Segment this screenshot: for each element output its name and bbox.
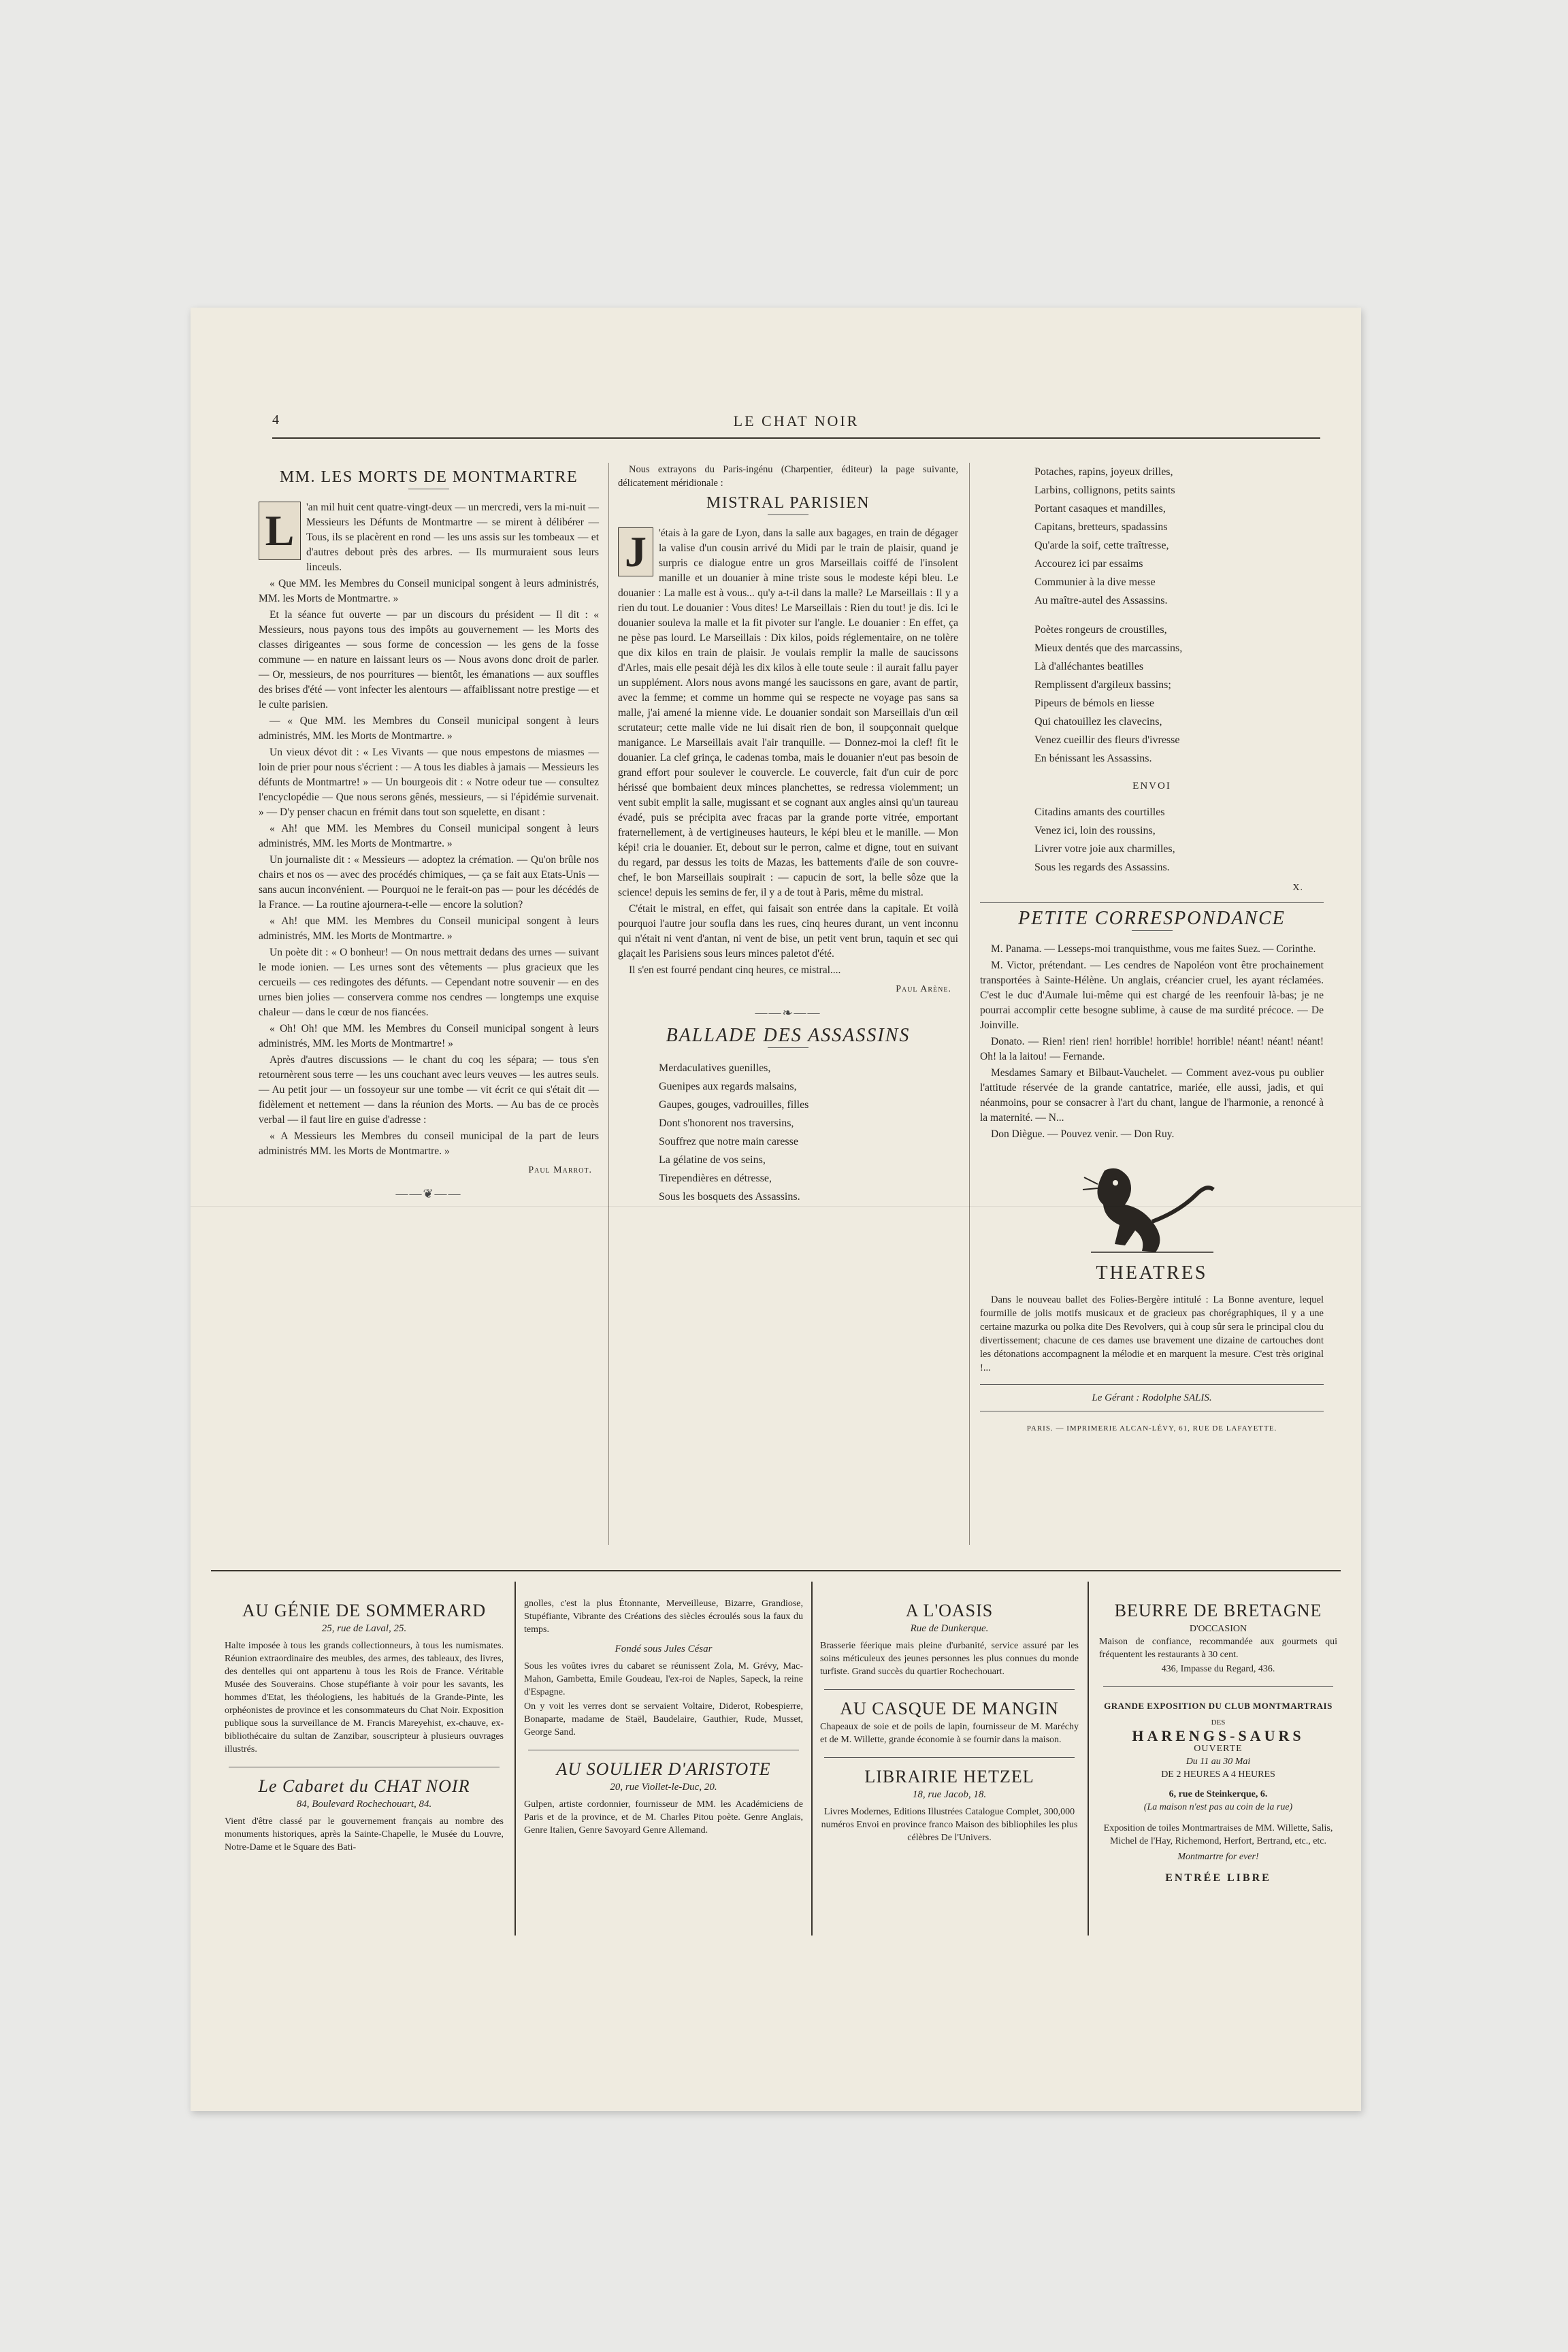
verse-line: Gaupes, gouges, vadrouilles, filles [659,1099,809,1111]
article-paragraph: « Oh! Oh! que MM. les Membres du Conseil municipal songent à leurs administrés, MM. les Morts de Montmartre! » [259,1023,599,1049]
verse-line: Merdaculatives guenilles, [659,1062,771,1074]
verse-line: Capitans, bretteurs, spadassins [1034,521,1168,533]
expo-dates: Du 11 au 30 Mai [1186,1757,1251,1767]
verse-line: Pipeurs de bémols en liesse [1034,698,1154,709]
ad-text: On y voit les verres dont se servaient Voltaire, Diderot, Robespierre, Bonaparte, madame de Staël, Baudelaire, Gauthier, Rude, Musset, George Sand. [524,1701,803,1737]
author-signature: Paul Arène. [896,984,951,994]
article-paragraph: « Que MM. les Membres du Conseil municipal songent à leurs administrés, MM. les Morts de Montmartre. » [259,578,599,604]
verse-stanza [1034,621,1324,768]
ad-title: LIBRAIRIE HETZEL [864,1767,1034,1786]
ad-address: 20, rue Viollet-le-Duc, 20. [610,1782,717,1793]
verse-line: Venez ici, loin des roussins, [1034,825,1156,836]
ad-text: Brasserie féerique mais pleine d'urbanité, service assuré par les soins méticuleux des jeunes personnes les plus connues du monde turfiste. Grand succès du quartier Rochechouart. [820,1641,1079,1677]
ad-subtitle: D'OCCASION [1189,1624,1247,1634]
verse-line: Citadins amants des courtilles [1034,806,1165,818]
ad-text: Chapeaux de soie et de poils de lapin, fournisseur de M. Maréchy et de M. Willette, grande économie à se fournir dans la maison. [820,1722,1079,1745]
ad-column-divider [811,1582,813,1936]
article-paragraph: C'était le mistral, en effet, qui faisait son entrée dans la capitale. Et voilà pourquoi l'autre jour soufla dans les rues, cinq heures durant, un vent inconnu qui n'était ni vent d'antan, ni vent de bise, un petit vent brun, taquin et sec qui glaçait les Parisiens sous leurs minces paletot d'été. [618,903,958,960]
verse-line: Livrer votre joie aux charmilles, [1034,843,1175,855]
title-rule [1132,930,1173,931]
ad-text: Maison de confiance, recommandée aux gourmets qui fréquentent les restaurants à 30 cent. [1099,1637,1337,1660]
ad-text: Gulpen, artiste cordonnier, fournisseur de MM. les Académiciens de Paris et de la province, et de M. Charles Pitou poète. Genre Anglais, Genre Italien, Genre Savoyard Genre Allemand. [524,1799,803,1835]
ad-title: BEURRE DE BRETAGNE [1114,1601,1322,1620]
cat-illustration [1077,1157,1227,1259]
ad-separator [824,1689,1075,1690]
article-paragraph: Et la séance fut ouverte — par un discours du président — Il dit : « Messieurs, nous payons tous des impôts au gouvernement — les Morts des classes dirigeantes — sous forme de concession — les gens de la fosse commune — en nature en laissant leurs os — Nous avons donc droit de parler. — Or, messieurs, de nos pourritures — bientôt, les émanations — aux souffles des brises d'été — vont infecter les alentours — affaiblissant notre prestige — et le culte parisien. [259,609,599,710]
ad-title: A L'OASIS [905,1601,994,1620]
article-paragraph: « A Messieurs les Membres du conseil municipal de la part de leurs administrés MM. les Morts de Montmartre. » [259,1130,599,1157]
verse-line: Tirependières en détresse, [659,1173,772,1184]
column-3 [980,463,1324,1436]
verse-line: Venez cueillir des fleurs d'ivresse [1034,734,1180,746]
verse-line: La gélatine de vos seins, [659,1154,766,1166]
page-number: 4 [272,412,279,427]
ad-address: Rue de Dunkerque. [910,1623,989,1634]
expo-des: DES [1211,1718,1226,1727]
dropcap-letter: L [259,502,301,560]
correspondance-item: Donato. — Rien! rien! rien! horrible! horrible! horrible! néant! néant! néant! Oh! la la laitou! — Fernande. [980,1036,1324,1062]
envoi-label: ENVOI [1132,781,1171,791]
theatres-title: THEATRES [1096,1262,1208,1284]
article-paragraph: Un poète dit : « O bonheur! — On nous mettrait dedans des urnes — suivant le mode ionien. — Les urnes sont des vêtements — plus gracieux que les cercueils — ces redingotes des défunts. — Cependant notre souvenir — en des urnes bien jolies — conservera comme nos cendres — longtemps une exquise chaleur — dans le cœur de nos fiancées. [259,947,599,1018]
dropcap-letter: J [618,527,653,576]
envoi-stanza [1034,803,1324,877]
article-paragraph: Un journaliste dit : « Messieurs — adoptez la crémation. — Qu'on brûle nos chairs et nos os — avec des procédés chimiques, — ça se fait aux Etats-Unis — sans aucun inconvénient. — Pourquoi ne le ferait-on pas — pour les décédés de la France. — La routine ajournera-t-elle — encore la solution? [259,854,599,911]
intro-text: Nous extrayons du Paris-ingénu (Charpentier, éditeur) la page suivante, délicatement méridionale : [618,464,958,489]
verse-line: Dont s'honorent nos traversins, [659,1117,794,1129]
verse-line: Qui chatouillez les clavecins, [1034,716,1162,728]
ad-address: 25, rue de Laval, 25. [321,1623,407,1634]
ad-oasis [820,1601,1079,1846]
verse-line: Sous les regards des Assassins. [1034,862,1170,873]
correspondance-item: M. Victor, prétendant. — Les cendres de Napoléon vont être prochainement transportées à Sainte-Hélène. Un anglais, créancier cruel, les ayant réclamées. C'est le duc d'Aumale lui-même qui est chargé de les reenfouir là-bas; je ne pourrai accomplir cette besogne sublime, à cause de ma surdité précoce. — De Joinville. [980,960,1324,1031]
article-paragraph: Un vieux dévot dit : « Les Vivants — que nous empestons de miasmes — loin de prier pour nous s'écrient : — A tous les diables à jamais — Messieurs les défunts de Montmartre! » — Un bourgeois dit : « Notre odeur tue — consultez l'encyclopédie — Que nous serons gênés, messieurs, — si l'épidémie survenait. » — D'y penser chacun en frémit dans tout son squelette, en disant : [259,747,599,818]
verse-line: Guenipes aux regards malsains, [659,1081,797,1092]
ad-sommerard [225,1601,504,1855]
ad-beurre [1099,1601,1337,1884]
ad-text: gnolles, c'est la plus Étonnante, Merveilleuse, Bizarre, Grandiose, Stupéfiante, Vibrante des Créations des siècles écroulés sous la faux du temps. [524,1599,803,1635]
masthead-title: LE CHAT NOIR [733,412,860,429]
verse-line: Accourez ici par essaims [1034,558,1143,570]
newspaper-page [191,308,1361,2111]
correspondance-item: M. Panama. — Lesseps-moi tranquisthme, vous me faites Suez. — Corinthe. [991,943,1316,955]
correspondance-item: Don Diègue. — Pouvez venir. — Don Ruy. [991,1128,1175,1140]
ad-address: 436, Impasse du Regard, 436. [1161,1664,1275,1674]
verse-stanza [1034,463,1324,610]
ad-cabaret-continued [524,1597,803,1838]
ballade-signature: X. [1292,883,1303,893]
ornament-divider: ——❦—— [395,1187,462,1200]
verse-line: Poètes rongeurs de croustilles, [1034,624,1167,636]
verse-line: Souffrez que notre main caresse [659,1136,798,1147]
verse-line: Au maître-autel des Assassins. [1034,595,1168,606]
article-title: MM. LES MORTS DE MONTMARTRE [279,468,578,486]
ad-title: Le Cabaret du CHAT NOIR [258,1776,470,1796]
ad-founded: Fondé sous Jules César [615,1644,713,1654]
article-title: MISTRAL PARISIEN [706,494,870,512]
ad-text: Sous les voûtes ivres du cabaret se réunissent Zola, M. Grévy, Mac-Mahon, Gambetta, Emile Goudeau, l'ex-roi de Naples, Sapeck, la reine d'Espagne. [524,1661,803,1697]
ballade-title: BALLADE DES ASSASSINS [666,1025,911,1046]
ad-column-divider [1088,1582,1089,1936]
section-rule [980,902,1324,903]
verse-line: Larbins, collignons, petits saints [1034,485,1175,496]
ad-text: Halte imposée à tous les grands collectionneurs, à tous les numismates. Réunion extraordinaire des meubles, des armes, des tableaux, des livres, des dentelles qui ont appartenu à tous les Rois de France. Véritable Musée des Souverains. Chose stupéfiante à voir pour les savants, les hommes d'Etat, les théologiens, les habitués de la Grande-Pinte, les orphéonistes de province et les consommateurs du Chat Noir. Exposition publique sous la surveillance de M. Francis Mareyehist, ex-chauve, ex-bibliothécaire du sultan de Zanzibar, souscripteur à plusieurs ouvrages illustrés. [225,1641,504,1754]
theatres-text: Dans le nouveau ballet des Folies-Bergère intitulé : La Bonne aventure, lequel fourmille de jolis motifs musicaux et de gracieux pas chorégraphiques, il y a une certaine mazurka ou polka dite Des Revolvers, qui à coup sûr sera le principal clou du divertissement; chacune de ces dames use bravement une dizaine de cartouches dont les détonations accompagnent la mélodie et en marquent la mesure. C'est très original !... [980,1294,1324,1373]
verse-line: Remplissent d'argileux bassins; [1034,679,1171,691]
ad-text: Vient d'être classé par le gouvernement français au nombre des monuments historiques, après la Sainte-Chapelle, le Musée du Louvre, Notre-Dame et le Square des Bati- [225,1816,504,1852]
ad-column-divider [514,1582,516,1936]
printer-imprint: PARIS. — IMPRIMERIE ALCAN-LÉVY, 61, RUE DE LAFAYETTE. [1026,1424,1277,1433]
article-paragraph: Après d'autres discussions — le chant du coq les sépara; — tous s'en retournèrent sous terre — les uns couchant avec leurs veuves — les autres seuls. — Au petit jour — un fossoyeur sur une tombe — vit écrit ce qui s'était dit — fidèlement et nettement — dans la réunion des Morts. — Au bas de ce procès verbal — il faut lire en guise d'adresse : [259,1054,599,1126]
verse-line: Potaches, rapins, joyeux drilles, [1034,466,1173,478]
gerant-line: Le Gérant : Rodolphe SALIS. [980,1384,1324,1411]
correspondance-title: PETITE CORRESPONDANCE [1018,908,1286,929]
ad-title: AU GÉNIE DE SOMMERARD [242,1601,487,1620]
expo-hours: DE 2 HEURES A 4 HEURES [1161,1769,1275,1780]
ad-title: AU CASQUE DE MANGIN [840,1699,1059,1718]
ad-title: AU SOULIER D'ARISTOTE [556,1759,771,1779]
correspondance-item: Mesdames Samary et Bilbaut-Vauchelet. — Comment avez-vous pu oublier l'attitude réservée de la grande cantatrice, mariée, elle aussi, jadis, et qui néanmoins, pour se consacrer à l'art du chant, langue de l'harmonie, a renoncé à la maternité. — N... [980,1067,1324,1124]
ad-separator [1103,1686,1333,1687]
expo-title: GRANDE EXPOSITION DU CLUB MONTMARTRAIS [1104,1701,1333,1711]
ads-top-rule [211,1570,1341,1571]
title-rule [768,514,808,515]
ad-address: 18, rue Jacob, 18. [912,1789,987,1800]
expo-text: Exposition de toiles Montmartraises de MM. Willette, Salis, Michel de l'Hay, Richemond, Herfort, Bertrand, etc., etc. [1103,1823,1333,1846]
article-paragraph: Il s'en est fourré pendant cinq heures, ce mistral.... [629,964,841,976]
ornament-divider: ——❧—— [755,1006,821,1019]
paper-fold [191,1206,1361,1207]
expo-address: 6, rue de Steinkerque, 6. [1169,1789,1268,1799]
verse-line: Mieux dentés que des marcassins, [1034,642,1183,654]
verse-line: En bénissant les Assassins. [1034,753,1152,764]
page-header [272,410,1320,439]
verse-line: Là d'alléchantes beatilles [1034,661,1144,672]
ad-separator [824,1757,1075,1758]
verse-line: Sous les bosquets des Assassins. [659,1191,800,1203]
expo-motto: Montmartre for ever! [1177,1852,1259,1862]
article-paragraph: « Ah! que MM. les Membres du Conseil municipal songent à leurs administrés, MM. les Morts de Montmartre. » [259,823,599,849]
column-1 [259,464,599,1209]
article-paragraph: « Ah! que MM. les Membres du Conseil municipal songent à leurs administrés, MM. les Morts de Montmartre. » [259,915,599,942]
ad-address: 84, Boulevard Rochechouart, 84. [296,1799,432,1810]
verse-line: Communier à la dive messe [1034,576,1156,588]
expo-harengs: HARENGS-SAURS [1132,1727,1305,1744]
ad-text: Livres Modernes, Editions Illustrées Catalogue Complet, 300,000 numéros Envoi en province franco Maison des bibliophiles les plus célèbres De l'Univers. [821,1807,1078,1843]
expo-note: (La maison n'est pas au coin de la rue) [1143,1802,1293,1812]
column-divider [969,463,970,1545]
article-paragraph: 'étais à la gare de Lyon, dans la salle aux bagages, en train de dégager la valise d'un cousin arrivé du Midi par le train de plaisir, quand je surpris ce dialogue entre un gros Marseillais coiffé de l'insolent manille et un douanier à mine triste sous le modeste képi bleu. Le douanier : La malle est à vous... qu'y a-t-il dans la malle? Le Marseillais : Il y a rien du tout. Le douanier : Vous dites! Le Marseillais : Rien du tout! je dis. Ici le douanier souleva la malle et la fit pivoter sur l'angle. Le douanier : En effet, ça ne pèse pas lourd. Le Marseillais : Dix kilos, poids réglementaire, on ne tolère que dix kilos en train de plaisir. Je voulais remplir la malle de saucissons d'Arles, mais elle pesait déjà les dix kilos à elle toute seule : il aurait fallu payer un supplément. Alors nous avons mangé les saucissons en gare, avant de partir, avec la femme; et comme un homme qui se respecte ne voyage pas sans sa malle, j'ai amené la mienne vide. Le douanier sondait son Marseillais d'un œil scrutateur; cette malle vide ne lui disait rien de bon, il soupçonnait quelque manigance. Le Marseillais avait l'air tranquille. — Donnez-moi la clef! fit le douanier. La clef grinça, le cadenas tomba, mais le douanier n'eut pas besoin de grand effort pour soulever le couvercle. Le couvercle, fait d'un cuir de porc hérissé que bombaient deux minces planchettes, se redressa violemment; un vent subit emplit la salle, mugissant et se cognant aux angles ainsi qu'un taureau évadé, puis se précipita avec fracas par la grande porte vitrée, emportant fraternellement, à de vertigineuses hauteurs, le képi bleu et le manille. — Mon képi! cria le douanier. Et, debout sur le perron, calme et digne, tout en suivant du regard, par dessus les toits de Mazas, les battements d'aile de son couvre-chef, le bon Marseillais soupirait : — capucin de sort, la belle sôze que la science! depuis les semins de fer, il y a de tout à Paris, même du mistral. [618,527,958,898]
verse-line: Portant casaques et mandilles, [1034,503,1166,514]
title-rule [768,1047,808,1048]
article-paragraph: — « Que MM. les Membres du Conseil municipal songent à leurs administrés, MM. les Morts de Montmartre. » [259,715,599,742]
verse-line: Qu'arde la soif, cette traîtresse, [1034,540,1169,551]
author-signature: Paul Marrot. [528,1165,592,1175]
expo-ouverte: OUVERTE [1194,1744,1243,1754]
verse-stanza [659,1059,958,1206]
expo-free: ENTRÉE LIBRE [1165,1872,1271,1884]
article-paragraph: 'an mil huit cent quatre-vingt-deux — un mercredi, vers la mi-nuit — Messieurs les Défunts de Montmartre — se mirent à délibérer — Tous, ils se placèrent en rond — les uns assis sur les tombeaux — et d'autres debout près des arbres. — Ils murmuraient sous leurs linceuls. [306,502,599,573]
column-divider [608,463,609,1545]
column-2 [618,463,958,1206]
